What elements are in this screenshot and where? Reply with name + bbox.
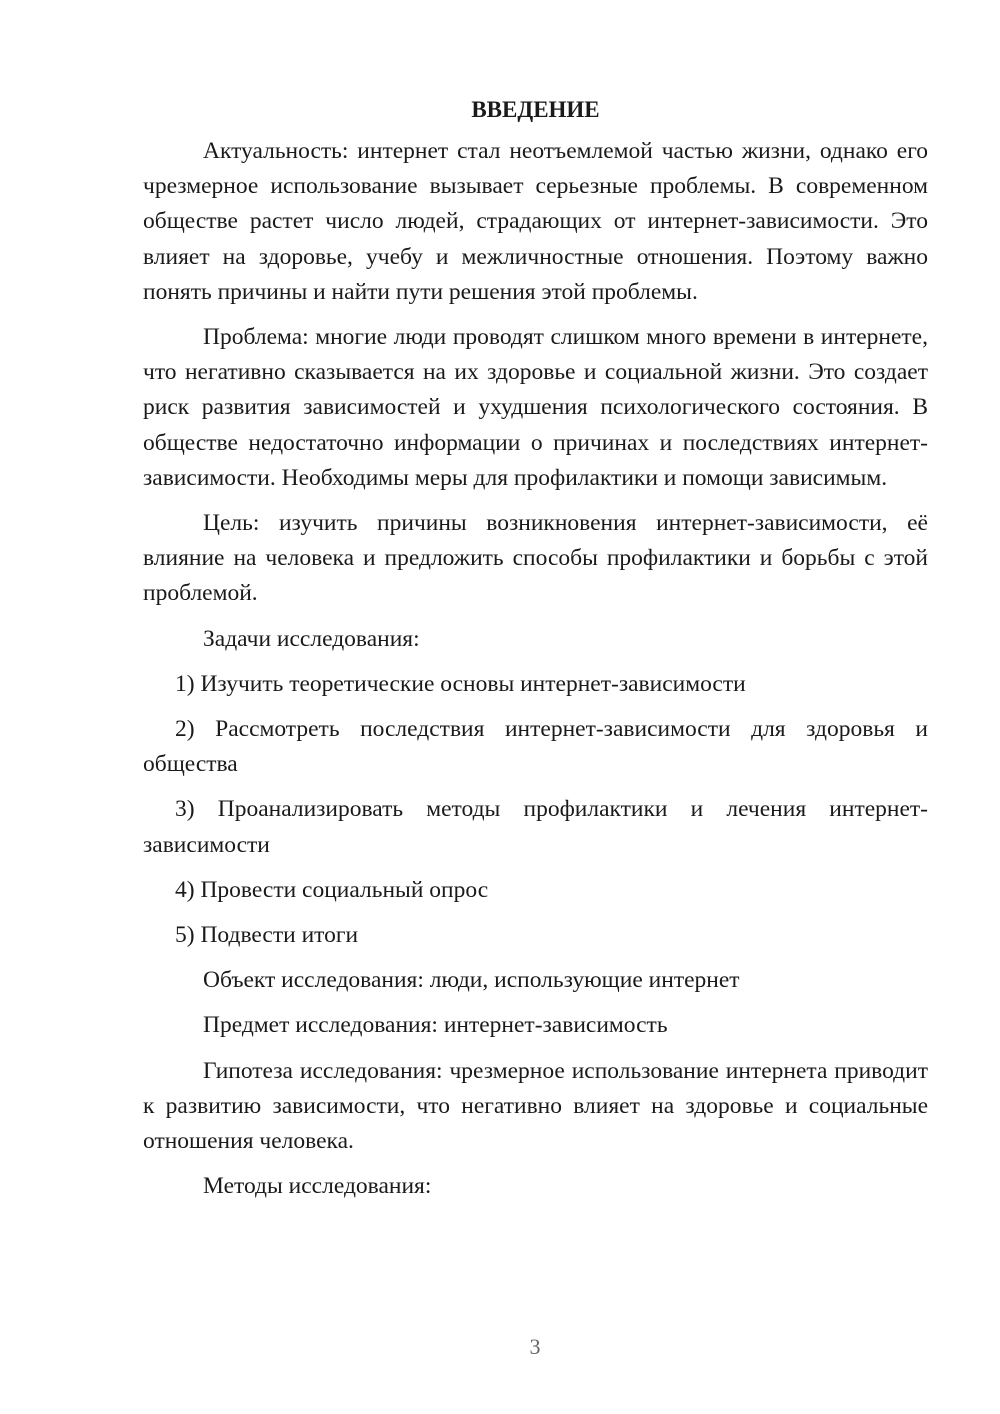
section-title: ВВЕДЕНИЕ xyxy=(471,97,600,122)
paragraph-object: Объект исследования: люди, использующие интернет xyxy=(203,967,740,994)
task-item: 5) Подвести итоги xyxy=(175,922,359,949)
paragraph-hypothesis: Гипотеза исследования: чрезмерное использование интернета приводит к развитию зависимости, что негативно влияет на здоровье и социальные отношения человека. xyxy=(143,1057,928,1155)
methods-heading: Методы исследования: xyxy=(203,1173,432,1200)
tasks-heading: Задачи исследования: xyxy=(203,625,420,652)
tasks-list xyxy=(143,667,928,953)
task-item: 3) Проанализировать методы профилактики и лечения интернет-зависимости xyxy=(143,796,928,858)
task-item: 1) Изучить теоретические основы интернет-зависимости xyxy=(175,670,746,697)
paragraph-relevance: Актуальность: интернет стал неотъемлемой частью жизни, однако его чрезмерное использование вызывает серьезные проблемы. В современном обществе растет число людей, страдающих от интернет-зависимости. Это влияет на здоровье, учебу и межличностные отношения. Поэтому важно понять причины и найти пути решения этой проблемы. xyxy=(143,138,928,305)
paragraph-problem: Проблема: многие люди проводят слишком много времени в интернете, что негативно сказывается на их здоровье и социальной жизни. Это создает риск развития зависимостей и ухудшения психологического состояния. В обществе недостаточно информации о причинах и последствиях интернет-зависимости. Необходимы меры для профилактики и помощи зависимым. xyxy=(143,324,928,491)
task-item: 2) Рассмотреть последствия интернет-зависимости для здоровья и общества xyxy=(143,716,928,778)
paragraph-subject: Предмет исследования: интернет-зависимость xyxy=(203,1012,668,1039)
task-item: 4) Провести социальный опрос xyxy=(175,876,489,903)
document-page xyxy=(143,96,928,1214)
paragraph-goal: Цель: изучить причины возникновения интернет-зависимости, её влияние на человека и предложить способы профилактики и борьбы с этой проблемой. xyxy=(143,510,928,607)
page-number: 3 xyxy=(529,1334,541,1359)
